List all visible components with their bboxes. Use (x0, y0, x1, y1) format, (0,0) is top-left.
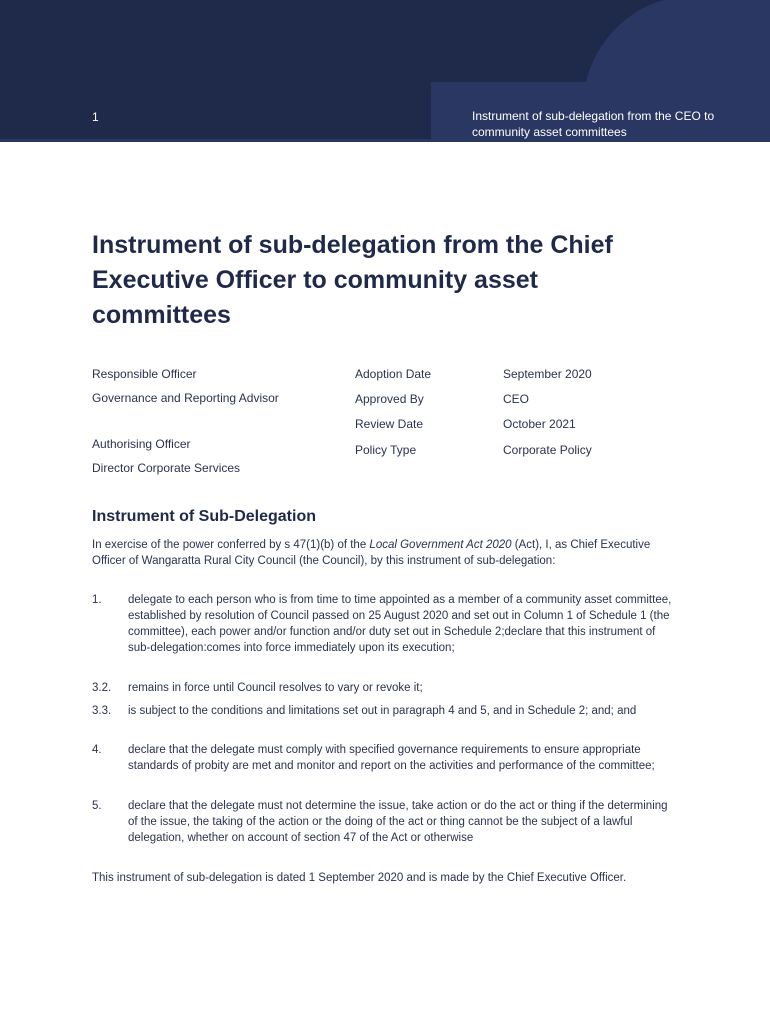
policy-type-label: Policy Type (355, 443, 417, 457)
act-name: Local Government Act 2020 (369, 539, 512, 551)
approved-by-label: Approved By (355, 392, 424, 406)
authorising-officer-value: Director Corporate Services (92, 461, 241, 475)
list-item-text: remains in force until Council resolves to vary or revoke it; (128, 682, 423, 694)
closing-paragraph: This instrument of sub-delegation is dated 1 September 2020 and is made by the Chief Executive Officer. (92, 872, 627, 884)
list-item (92, 742, 672, 774)
adoption-date-value: September 2020 (503, 367, 592, 381)
list-item-text: declare that the delegate must comply with specified governance requirements to ensure appropriate standards of probity are met and monitor and report on the activities and performance of the committee; (128, 744, 655, 772)
intro-paragraph (92, 537, 672, 569)
list-item-number: 4. (92, 744, 102, 756)
responsible-officer-value: Governance and Reporting Advisor (92, 391, 279, 405)
document-title: Instrument of sub-delegation from the Chief Executive Officer to community asset committees (92, 231, 613, 329)
list-item (92, 798, 672, 846)
list-item-number: 3.2. (92, 682, 112, 694)
page-header-banner (0, 0, 770, 142)
review-date-label: Review Date (355, 417, 424, 431)
list-item (92, 703, 672, 719)
review-date-value: October 2021 (503, 417, 576, 431)
policy-type-value: Corporate Policy (503, 443, 592, 457)
responsible-officer-label: Responsible Officer (92, 367, 197, 381)
list-item-text: declare that the delegate must not determine the issue, take action or do the act or thing if the determining of the issue, the taking of the action or the doing of the act or thing cannot be the subject of a lawful delegation, whether on account of section 47 of the Act or otherwise (128, 800, 668, 844)
list-item-text: delegate to each person who is from time to time appointed as a member of a community asset committee, established by resolution of Council passed on 25 August 2020 and set out in Column 1 of Schedule 1 (the committee), each power and/or function and/or duty set out in Schedule 2;declare that this instrument of sub-delegation:comes into force immediately upon its execution; (128, 594, 672, 654)
section-heading: Instrument of Sub-Delegation (92, 508, 316, 525)
intro-text-end: (Act), I, as Chief Executive Officer of Wangaratta Rural City Council (the Council), by this instrument of sub-delegation: (92, 539, 651, 567)
adoption-date-label: Adoption Date (355, 367, 432, 381)
page-number: 1 (92, 110, 99, 124)
list-item-number: 1. (92, 594, 102, 606)
list-item (92, 592, 672, 656)
list-item-text: is subject to the conditions and limitations set out in paragraph 4 and 5, and in Schedule 2; and; and (128, 705, 637, 717)
authorising-officer-label: Authorising Officer (92, 437, 191, 451)
approved-by-value: CEO (503, 392, 530, 406)
running-header-title: Instrument of sub-delegation from the CEO to community asset committees (472, 109, 715, 139)
list-item-number: 3.3. (92, 705, 112, 717)
list-item-number: 5. (92, 800, 102, 812)
list-item (92, 680, 672, 696)
intro-text-start: In exercise of the power conferred by s 47(1)(b) of the (92, 539, 370, 551)
